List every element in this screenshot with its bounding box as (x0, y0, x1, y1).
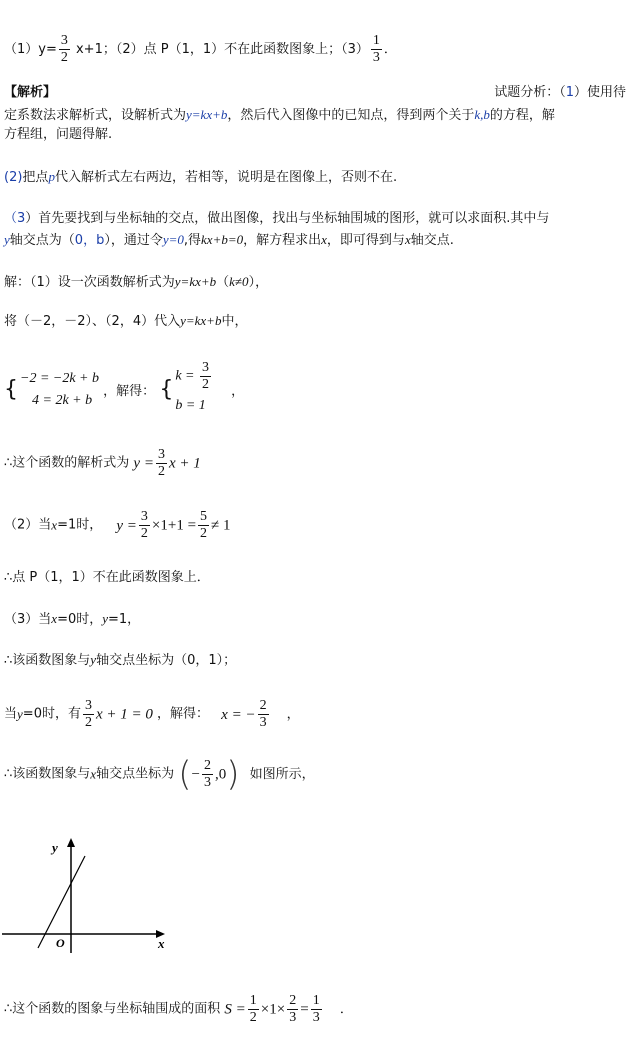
solution-q2: （2）当x=1时， y = $\frac{3}{2}$ ×1+1 = $\frac{5}{2}$ ≠ 1 (4, 509, 231, 541)
y-axis-arrow-icon (67, 838, 75, 847)
equation-system: −2 = −2k + b 4 = 2k + b (20, 370, 100, 408)
fraction: $\frac{1}{3}$ (372, 33, 380, 65)
solution-q3-point: ∴该函数图象与x轴交点坐标为 (− $\frac{2}{3}$ ,0) 如图所示， (4, 754, 315, 795)
y-axis-label: y (52, 840, 58, 855)
analysis-part2: (2)把点p代入解析式左右两边，若相等，说明是在图像上，否则不在. (4, 169, 398, 185)
solution-area: ∴这个函数的图象与坐标轴围成的面积 S = $\frac{1}{2}$ ×1× $\frac{2}{3}$ = $\frac{1}{3}$ ． (4, 993, 353, 1025)
analysis-heading-row (4, 84, 626, 102)
solution-conclusion: ∴这个函数的解析式为 y = $\frac{3}{2}$ x + 1 (4, 447, 201, 479)
solution-step2: 将（－2，－2）、（2，4）代入y=kx+b中， (4, 313, 248, 329)
analysis-intro: 试题分析：（1）使用待 (494, 85, 626, 100)
analysis-line: 定系数法求解析式，设解析式为y=kx+b，然后代入图像中的已知点，得到两个关于k,b的方程，解 (4, 107, 555, 123)
analysis-heading: 【解析】 (4, 85, 57, 100)
analysis-part3-cont: y轴交点为（0，b），通过令y=0,得kx+b=0，解方程求出x，即可得到与x轴交点. (4, 232, 454, 248)
solution-q3-yintercept: ∴该函数图象与y轴交点坐标为（0，1）； (4, 652, 237, 668)
solution-q2-conclusion: ∴点 P（1，1）不在此函数图象上． (4, 570, 210, 585)
solution-q3-xintercept: 当y=0时，有 $\frac{3}{2}$ x + 1 = 0 ，解得： x = − $\frac{2}{3}$ ， (4, 698, 300, 730)
answer-line: （1）y= $\frac{3}{2}$ x+1；（2）点 P（1，1）不在此函数图象上；（3） $\frac{1}{3}$ ． (4, 33, 397, 65)
answer-text: x+1；（2）点 P（1，1）不在此函数图象上；（3） (71, 42, 369, 57)
origin-label: O (56, 936, 65, 950)
x-axis-label: x (158, 936, 165, 951)
solution-step1: 解：（1）设一次函数解析式为y=kx+b（k≠0）， (4, 274, 269, 290)
equation-system-row: { −2 = −2k + b 4 = 2k + b ，解得： { k = $\frac{3}{2}$ b = 1 ， (4, 360, 244, 419)
solution-q3: （3）当x=0时，y=1， (4, 611, 141, 627)
analysis-line: 方程组，问题得解. (4, 127, 113, 142)
function-graph (0, 828, 180, 958)
analysis-part3: （3）首先要找到与坐标轴的交点，做出图像，找出与坐标轴围城的图形，就可以求面积.其中与 (4, 211, 550, 226)
solution-system: k = $\frac{3}{2}$ b = 1 (175, 360, 209, 413)
answer-text: （1）y= (4, 42, 57, 57)
fraction: $\frac{3}{2}$ (60, 33, 68, 65)
